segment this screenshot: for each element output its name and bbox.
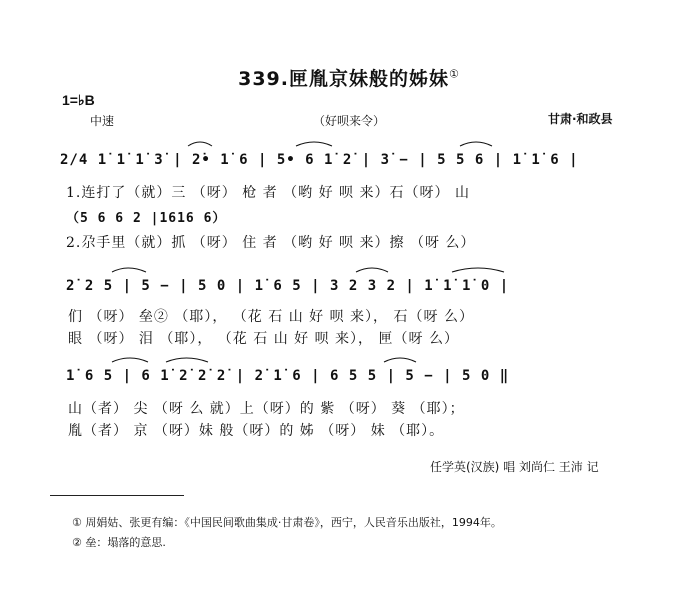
footnote-2: ② 垒：塌落的意思. — [72, 536, 166, 549]
footnote-1: ① 周娟姑、张更有编：《中国民间歌曲集成·甘肃卷》，西宁，人民音乐出版社，1994年。 — [72, 516, 502, 529]
slur-mark — [296, 142, 332, 146]
slur-mark — [452, 268, 504, 272]
region-label: 甘肃·和政县 — [548, 112, 613, 126]
tune-name: （好呗来令） — [312, 114, 385, 128]
score-line-3-lyric-2: 胤（者） 京 （呀）妹 般（呀）的 姊 （呀） 妹 （耶）。 — [68, 423, 445, 439]
slur-mark — [188, 142, 212, 146]
score-line-3-lyric-1: 山（者） 尖 （呀 么 就）上（呀）的 紫 （呀） 葵 （耶）； — [68, 401, 465, 417]
score-line-1-alt-notes: （5 6 6 2 |1616 6） — [66, 211, 227, 226]
title-footnote-mark: ① — [449, 67, 460, 81]
score-line-1-lyric-2: 2.尕手里（就）抓 （呀） 住 者 （哟 好 呗 来）擦 （呀 么） — [66, 235, 476, 251]
slur-mark — [384, 358, 416, 362]
tempo-marking: 中速 — [90, 114, 115, 128]
slur-mark — [112, 268, 146, 272]
slur-mark — [166, 358, 208, 362]
score-line-2-lyric-1: 们 （呀） 垒② （耶）， （花 石 山 好 呗 来）， 石（呀 么） — [68, 309, 474, 325]
performer-credit: 任学英(汉族) 唱 刘尚仁 王沛 记 — [430, 460, 599, 474]
slur-mark — [356, 268, 388, 272]
score-line-2-notes: 2̇ 2 5 | 5 − | 5 0 | 1̇ 6 5 | 3 2 3 2 | 1̇ 1̇ 1̇ 0 | — [66, 278, 510, 294]
slur-mark — [460, 142, 492, 146]
title-text: 339.匣胤京妹般的姊妹 — [238, 68, 449, 90]
score-line-1-notes: 2/4 1̇ 1̇ 1̇ 3̇ | 2̇• 1̇ 6 | 5• 6 1̇ 2̇ | 3̇ − | 5 5 6 | 1̇ 1̇ 6 | — [60, 152, 579, 168]
score-line-3-notes: 1̇ 6 5 | 6 1̇ 2̇ 2̇ 2̇ | 2̇ 1̇ 6 | 6 5 5 | 5 − | 5 0 ‖ — [66, 368, 510, 384]
score-line-1-lyric-1: 1.连打了（就）三 （呀） 枪 者 （哟 好 呗 来）石（呀） 山 — [66, 185, 470, 201]
key-signature: 1=♭B — [62, 92, 95, 108]
score-line-2-lyric-2: 眼 （呀） 泪 （耶）， （花 石 山 好 呗 来）， 匣（呀 么） — [68, 331, 459, 347]
slur-mark — [112, 358, 148, 362]
